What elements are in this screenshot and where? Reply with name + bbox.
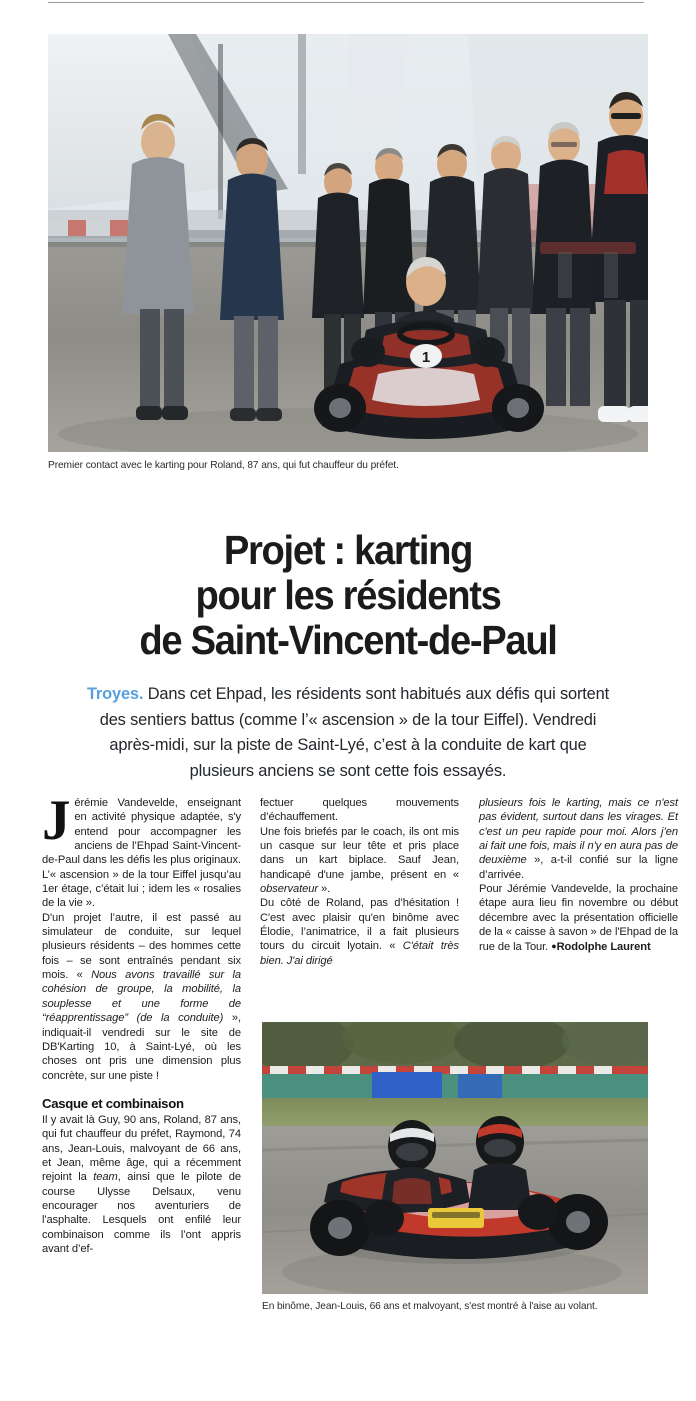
article-standfirst [78, 682, 618, 784]
paragraph-text: Pour Jérémie Vandevelde, la prochaine étape aura lieu fin novembre ou début décembre avec la présentation officielle de la « caisse à savon » de l'Ehpad de la rue de la Tour. [479, 883, 678, 954]
body-paragraph [42, 1113, 241, 1256]
body-column-1 [42, 789, 242, 1256]
lead-photo-image [48, 34, 648, 452]
lead-photo [48, 34, 648, 452]
paragraph-text: ». [317, 883, 331, 896]
section-subheading: Casque et combinaison [42, 1095, 184, 1111]
lead-photo-caption: Premier contact avec le karting pour Roland, 87 ans, qui fut chauffeur du préfet. [48, 460, 399, 471]
secondary-photo-caption: En binôme, Jean-Louis, 66 ans et malvoyant, s'est montré à l'aise au volant. [262, 1301, 598, 1312]
body-paragraph [479, 882, 678, 955]
paragraph-quote-italic: Nous avons travaillé sur la cohésion de groupe, la mobilité, la souplesse et une forme de “réapprentissage” (de la conduite) [42, 969, 241, 1025]
body-paragraph [260, 896, 459, 968]
paragraph-text: », a-t-il confié sur la ligne d’arrivée. [479, 854, 678, 881]
headline-line-2: pour les résidents [195, 572, 501, 619]
body-paragraph [479, 796, 678, 882]
paragraph-text: », indiquait-il vendredi sur le site de DB'Karting 10, à Saint-Lyé, où les choses ont pris une dimension plus concrète, sur une piste ! [42, 1012, 242, 1082]
paragraph-word-italic: observateur [260, 883, 318, 896]
paragraph-word-italic: team [93, 1171, 118, 1184]
body-paragraph: fectuer quelques mouvements d’échauffement. [260, 797, 459, 824]
secondary-photo [262, 1022, 648, 1294]
secondary-photo-image [262, 1022, 648, 1294]
standfirst-text: Dans cet Ehpad, les résidents sont habitués aux défis qui sortent des sentiers battus (comme l’« ascension » de la tour Eiffel). Vendredi après-midi, sur la piste de Saint-Lyé, c’est à la conduite de kart que plusieurs anciens se sont cette fois essayés. [99, 685, 610, 780]
body-paragraph [260, 825, 459, 897]
headline-line-3: de Saint-Vincent-de-Paul [139, 617, 557, 664]
paragraph-text: D'un projet l’autre, il est passé au simulateur de conduite, sur lequel plusieurs résidents – des hommes cette fois – se sont entraînés pendant six mois. « [42, 911, 241, 982]
paragraph-text: Une fois briefés par le coach, ils ont mis un casque sur leur tête et pris place dans un kart biplace. Sauf Jean, handicapé d'une jambe, présent en « [260, 825, 459, 881]
headline-line-1: Projet : karting [223, 527, 473, 574]
paragraph-text: Du côté de Roland, pas d’hésitation ! C'est avec plaisir qu'en binôme avec Élodie, l’animatrice, il a fait plusieurs tours du circuit lyotain. « [260, 897, 459, 953]
body-column-2 [260, 796, 459, 968]
paragraph-text: , ainsi que le pilote de course Ulysse Delsaux, venu encourager nos aventuriers de l'asphalte. Lesquels ont enfilé leur combinaison comme ils l’ont appris avant d’ef- [42, 1171, 241, 1255]
body-column-3 [479, 796, 678, 955]
svg-text:1: 1 [421, 349, 431, 366]
body-paragraph [42, 911, 241, 1083]
paragraph-text: Il y avait là Guy, 90 ans, Roland, 87 ans, qui fut chauffeur du préfet, Raymond, 74 ans, Jean-Louis, malvoyant de 66 ans, et Jean, même âge, qui a récemment rejoint la [42, 1113, 241, 1184]
byline-name: Rodolphe Laurent [556, 941, 651, 954]
byline-bullet-icon: ● [551, 941, 557, 952]
paragraph-quote-italic: C'était très bien. J'ai dirigé [260, 940, 460, 967]
article-headline [69, 528, 627, 663]
body-paragraph: Jérémie Vandevelde, enseignant en activité physique adaptée, s'y entend pour accompagner les anciens de l’Ehpad Saint-Vincent-de-Paul dans les défis les plus originaux. L’« ascension » de la tour Eiffel jusqu’au 1er étage, c’était lui ; idem les « rosalies de la vie ». [42, 789, 241, 910]
paragraph-quote-italic: plusieurs fois le karting, mais ce n'est pas évident, surtout dans les virages. Et c'est un peu rapide pour moi. Alors j’en ai fait une fois, mais il n'y en aura pas de deuxième [479, 797, 678, 867]
top-divider-rule [48, 2, 644, 3]
standfirst-dateline: Troyes. [86, 685, 144, 703]
article-byline [551, 941, 650, 953]
